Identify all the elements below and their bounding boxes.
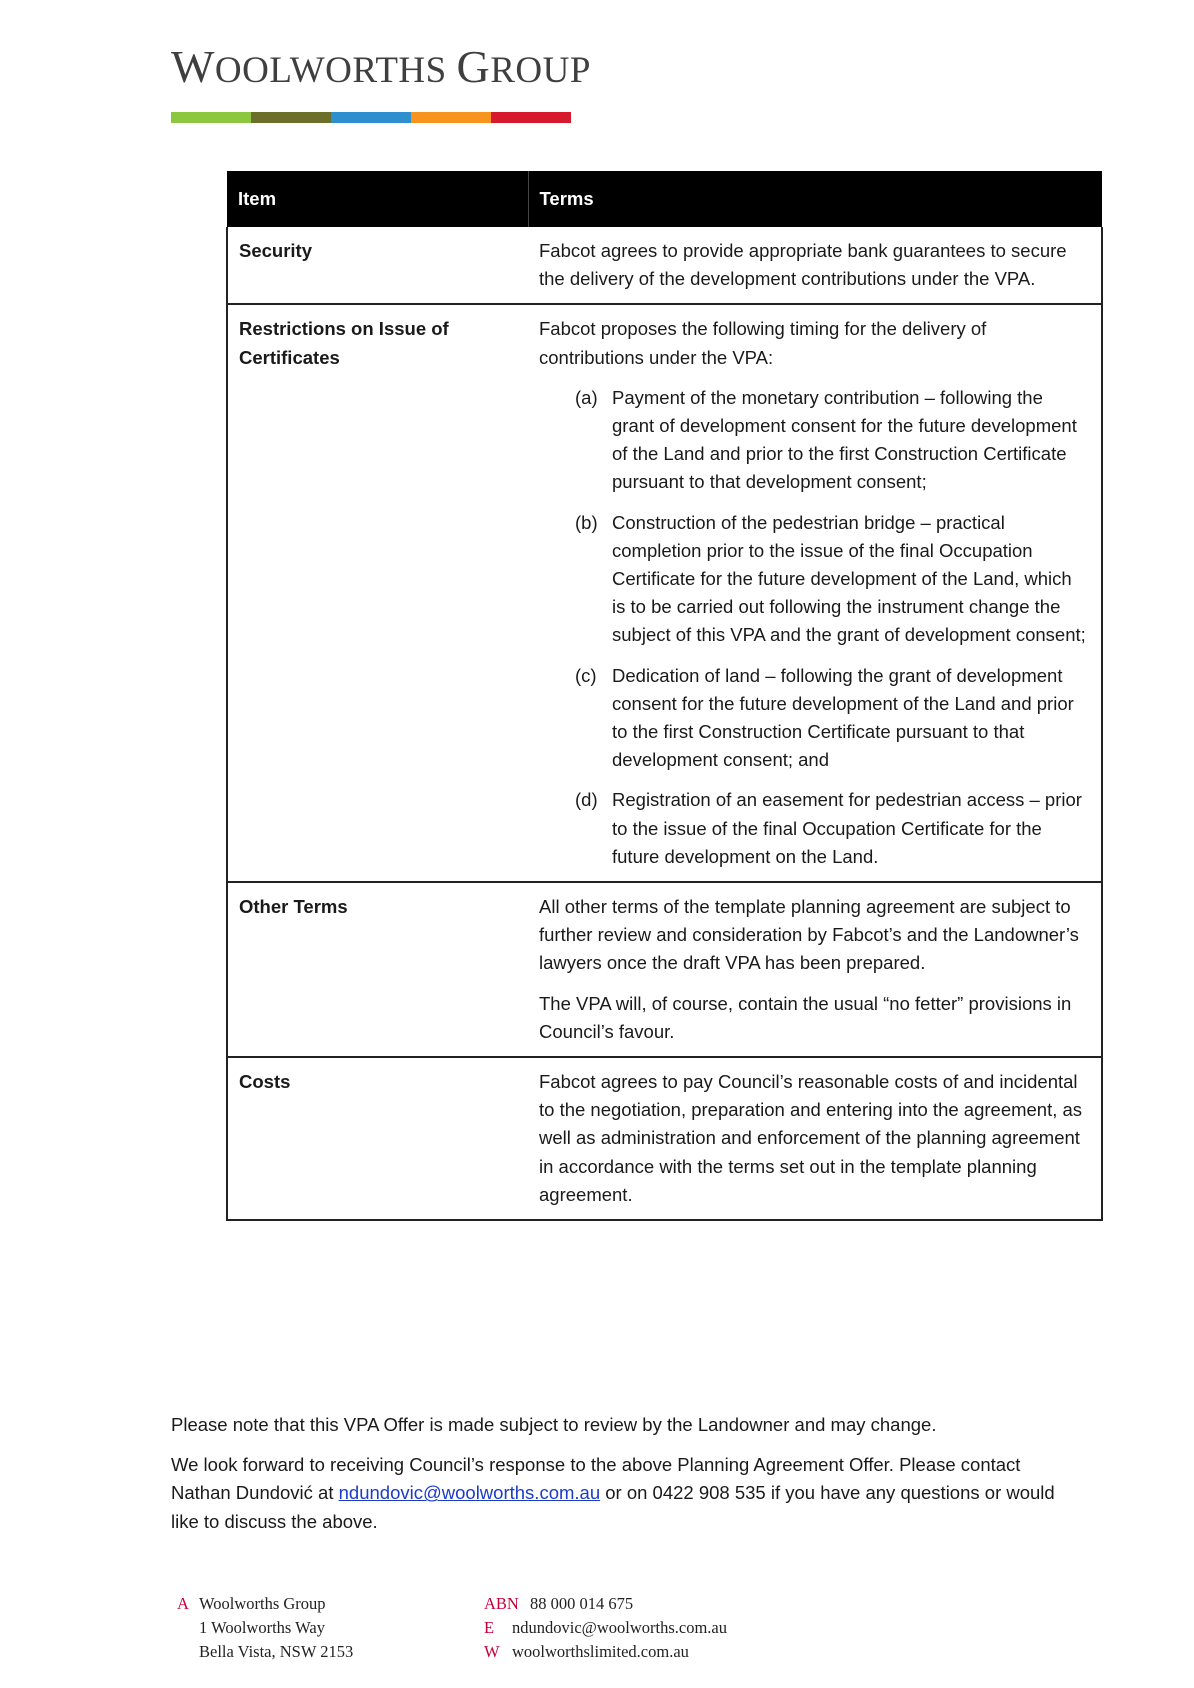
address-line: 1 Woolworths Way	[199, 1618, 325, 1637]
address-line: Woolworths Group	[199, 1594, 326, 1613]
footer-email[interactable]: ndundovic@woolworths.com.au	[512, 1618, 727, 1637]
item-costs: Costs	[227, 1057, 528, 1220]
footer-line	[177, 1640, 353, 1664]
footer-line	[177, 1616, 353, 1640]
closing-text-after: or on 0422 908 535 if you have any questions or would like to discuss the above.	[171, 1482, 1055, 1532]
logo-bar-segment	[171, 112, 251, 123]
address-line: Bella Vista, NSW 2153	[199, 1642, 354, 1661]
list-item-text: Payment of the monetary contribution – following the grant of development consent for the future development of the Land and prior to the first Construction Certificate pursuant to that development consent;	[612, 386, 1077, 493]
item-other-terms: Other Terms	[227, 882, 528, 1057]
footer-line	[177, 1592, 353, 1616]
footer-line	[484, 1616, 727, 1640]
terms-restrictions	[528, 304, 1102, 882]
table-header-row	[227, 171, 1102, 227]
other-terms-text-2: The VPA will, of course, contain the usual “no fetter” provisions in Council’s favour.	[539, 992, 1072, 1042]
web-key: W	[484, 1642, 500, 1661]
list-item-text: Registration of an easement for pedestrian access – prior to the issue of the final Occupation Certificate for the future development on the Land.	[612, 789, 1082, 867]
terms-costs	[528, 1057, 1102, 1220]
terms-security	[528, 227, 1102, 304]
list-item-label: (b)	[575, 511, 598, 533]
logo-bar-segment	[411, 112, 491, 123]
email-key: E	[484, 1618, 495, 1637]
contact-email-link[interactable]: ndundovic@woolworths.com.au	[338, 1482, 601, 1504]
company-logo	[171, 41, 591, 92]
list-item-label: (a)	[575, 386, 598, 408]
address-key: A	[177, 1594, 189, 1613]
security-text: Fabcot agrees to provide appropriate bank guarantees to secure the delivery of the development contributions under the VPA.	[539, 240, 1067, 290]
list-item	[539, 662, 1090, 775]
logo-bar-segment	[491, 112, 571, 123]
closing-text-before: We look forward to receiving Council’s response to the above Planning Agreement Offer. Please contact Nathan Dundović at	[171, 1454, 1021, 1504]
logo-bar-segment	[251, 112, 331, 123]
item-restrictions: Restrictions on Issue of Certificates	[227, 304, 528, 882]
logo-wordmark: WOOLWORTHS GROUP	[171, 41, 591, 92]
list-item	[539, 384, 1090, 497]
list-item-text: Construction of the pedestrian bridge – practical completion prior to the issue of the final Occupation Certificate for the future development of the Land, which is to be carried out following the instrument change the subject of this VPA and the grant of development consent;	[612, 511, 1086, 646]
list-item-label: (c)	[575, 664, 597, 686]
header-item: Item	[227, 171, 528, 227]
table-row-security	[227, 227, 1102, 304]
list-item-text: Dedication of land – following the grant of development consent for the future development of the Land and prior to the first Construction Certificate pursuant to that development consent; and	[612, 664, 1074, 771]
logo-color-bar	[171, 112, 571, 123]
costs-text: Fabcot agrees to pay Council’s reasonable costs of and incidental to the negotiation, preparation and entering into the agreement, as well as administration and enforcement of the planning agreement in accordance with the terms set out in the template planning agreement.	[539, 1071, 1083, 1205]
table-row-other-terms	[227, 882, 1102, 1057]
table-row-costs	[227, 1057, 1102, 1220]
list-item	[539, 786, 1090, 871]
footer-line	[484, 1592, 727, 1616]
item-security: Security	[227, 227, 528, 304]
footer-address	[177, 1592, 353, 1664]
table-row-restrictions	[227, 304, 1102, 882]
closing-section	[171, 1411, 1071, 1548]
footer-line	[484, 1640, 727, 1664]
list-item-label: (d)	[575, 789, 598, 811]
restrictions-intro: Fabcot proposes the following timing for the delivery of contributions under the VPA:	[539, 318, 987, 368]
header-terms: Terms	[528, 171, 1102, 227]
terms-table	[226, 171, 1103, 1221]
list-item	[539, 509, 1090, 650]
abn-value: 88 000 014 675	[530, 1594, 634, 1613]
other-terms-text-1: All other terms of the template planning agreement are subject to further review and consideration by Fabcot’s and the Landowner’s lawyers once the draft VPA has been prepared.	[539, 896, 1079, 974]
logo-bar-segment	[331, 112, 411, 123]
terms-other-terms	[528, 882, 1102, 1057]
closing-note: Please note that this VPA Offer is made subject to review by the Landowner and may change.	[171, 1414, 937, 1435]
footer-contact	[484, 1592, 727, 1664]
footer-website[interactable]: woolworthslimited.com.au	[512, 1642, 689, 1661]
abn-key: ABN	[484, 1594, 519, 1613]
closing-paragraph	[171, 1451, 1071, 1536]
